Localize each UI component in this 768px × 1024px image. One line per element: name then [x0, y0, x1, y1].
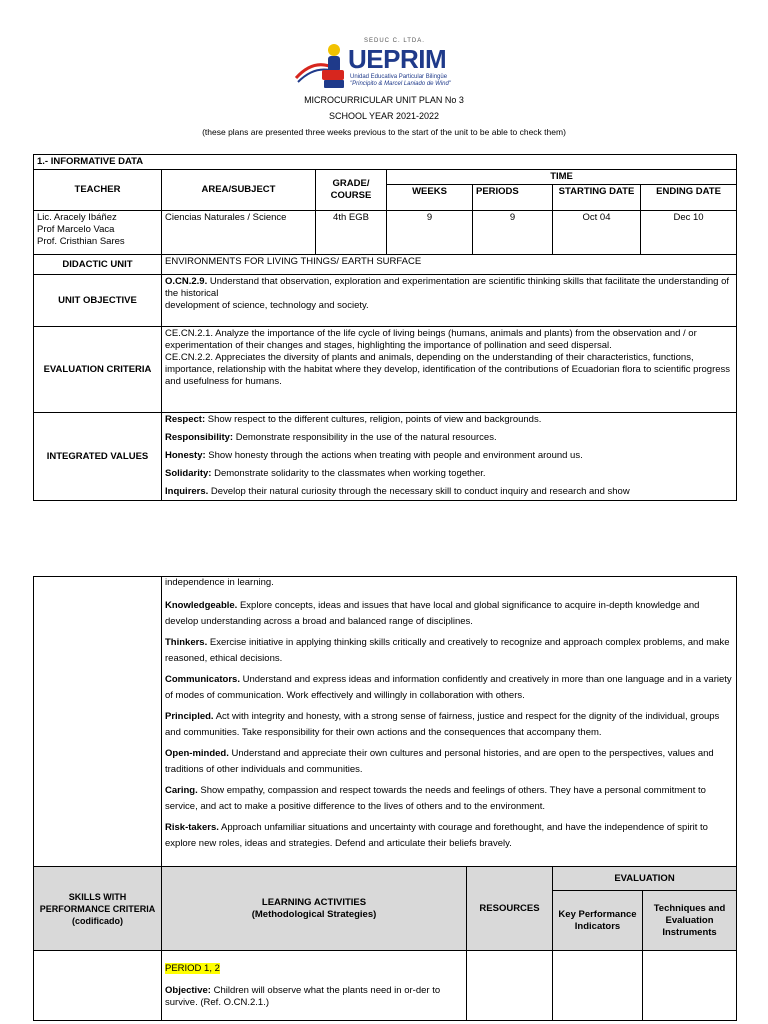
didactic-unit-value: ENVIRONMENTS FOR LIVING THINGS/ EARTH SURFACE [162, 255, 737, 275]
profile-item: Risk-takers. Approach unfamiliar situations and uncertainty with courage and forethought, and have the independence of spirit to explore new roles, ideas and strategies. Defend and articulate their beliefs bravely. [165, 822, 708, 849]
logo-text: UEPRIM [348, 44, 447, 74]
techniques-cell [643, 951, 737, 1021]
evaluation-criteria-label: EVALUATION CRITERIA [34, 327, 162, 413]
value-item: Responsibility: Demonstrate responsibility in the use of the natural resources. [165, 432, 497, 443]
criteria-item: CE.CN.2.1. Analyze the importance of the life cycle of living beings (humans, animals and plants) from the observation and / or experimentation of their changes and stages, highlighting the importance of pollination and seed dispersal. [165, 328, 697, 351]
resources-cell [467, 951, 553, 1021]
unit-objective-value [162, 275, 737, 327]
start-date-value: Oct 04 [553, 211, 641, 255]
grade-value: 4th EGB [316, 211, 387, 255]
grade-header: GRADE/ COURSE [316, 170, 387, 211]
resources-header: RESOURCES [467, 867, 553, 951]
learner-profile-list [162, 577, 737, 867]
weeks-header: WEEKS [387, 185, 473, 211]
periods-value: 9 [473, 211, 553, 255]
indicators-cell [553, 951, 643, 1021]
teacher-name: Lic. Aracely Ibáñez [37, 212, 117, 223]
periods-header: PERIODS [473, 185, 553, 211]
area-value: Ciencias Naturales / Science [162, 211, 316, 255]
informative-data-table [33, 154, 737, 501]
value-item: Solidarity: Demonstrate solidarity to the classmates when working together. [165, 468, 486, 479]
continuation-text: independence in learning. [165, 577, 274, 588]
teachers-cell [34, 211, 162, 255]
profile-empty-cell [34, 577, 162, 867]
activities-subtitle: (Methodological Strategies) [251, 908, 377, 920]
document-title: MICROCURRICULAR UNIT PLAN No 3 [304, 95, 464, 105]
value-item: Honesty: Show honesty through the actions when treating with people and environment around us. [165, 450, 583, 461]
teacher-name: Prof Marcelo Vaca [37, 224, 115, 235]
profile-item: Communicators. Understand and express ideas and information confidently and creatively in more than one language and in a variety of modes of communication. Work effectively and willingly in collaboration with others. [165, 674, 732, 701]
value-item: Respect: Show respect to the different cultures, religion, points of view and backgrounds. [165, 414, 542, 425]
start-date-header: STARTING DATE [553, 185, 641, 211]
skills-cell [34, 951, 162, 1021]
integrated-values-list [162, 413, 737, 501]
logo-subtitle-2: "Principito & Marcel Laniado de Wind" [350, 81, 451, 87]
techniques-header: Techniques and Evaluation Instruments [643, 891, 737, 951]
profile-item: Caring. Show empathy, compassion and respect towards the needs and feelings of others. They have a personal commitment to service, and act to make a positive difference to the lives of others and to the environment. [165, 785, 706, 812]
integrated-values-label: INTEGRATED VALUES [34, 413, 162, 501]
activities-cell [162, 951, 467, 1021]
time-header: TIME [387, 170, 737, 185]
unit-objective-label: UNIT OBJECTIVE [34, 275, 162, 327]
end-date-header: ENDING DATE [641, 185, 737, 211]
objective-text: Understand that observation, exploration and experimentation are scientific thinking skills that facilitate the understanding of the historical [165, 276, 729, 299]
activity-objective: Objective: Children will observe what the plants need in or-der to survive. (Ref. O.CN.2.1.) [165, 985, 441, 1008]
evaluation-criteria-value [162, 327, 737, 413]
evaluation-header: EVALUATION [553, 867, 737, 891]
objective-code: O.CN.2.9. [165, 276, 208, 287]
profile-item: Knowledgeable. Explore concepts, ideas and issues that have local and global significance to acquire in-depth knowledge and develop understanding across a broad and balanced range of disciplines. [165, 600, 700, 627]
activities-header [162, 867, 467, 951]
school-year: SCHOOL YEAR 2021-2022 [328, 111, 440, 121]
criteria-item: CE.CN.2.2. Appreciates the diversity of plants and animals, depending on the understanding of their characteristics, functions, importance, relationship with the habitat where they develop, identification of the contributions of Ecuadorian flora to scientific progress and usefulness for humans. [165, 352, 731, 387]
objective-text-2: development of science, technology and society. [165, 300, 369, 311]
profile-item: Principled. Act with integrity and honesty, with a strong sense of fairness, justice and respect for the dignity of the individual, groups and communities. Take responsibility for their own actions and the consequences that accompany them. [165, 711, 720, 738]
teacher-name: Prof. Cristhian Sares [37, 236, 125, 247]
period-label: PERIOD 1, 2 [165, 963, 220, 974]
submission-note: (these plans are presented three weeks previous to the start of the unit to be able to check them) [202, 127, 566, 137]
learner-profile-table [33, 576, 737, 1021]
area-header: AREA/SUBJECT [162, 170, 316, 211]
didactic-unit-label: DIDACTIC UNIT [34, 255, 162, 275]
teacher-header: TEACHER [34, 170, 162, 211]
value-item: Inquirers. Develop their natural curiosity through the necessary skill to conduct inquiry and research and show [165, 486, 630, 497]
logo-subtitle-1: Unidad Educativa Particular Bilingüe [350, 74, 448, 80]
school-logo [294, 38, 474, 94]
skills-header: SKILLS WITH PERFORMANCE CRITERIA (codificado) [34, 867, 162, 951]
end-date-value: Dec 10 [641, 211, 737, 255]
indicators-header: Key Performance Indicators [553, 891, 643, 951]
logo-badge: SEDUC C. LTDA. [364, 38, 425, 44]
profile-item: Thinkers. Exercise initiative in applying thinking skills critically and creatively to recognize and approach complex problems, and make reasoned, ethical decisions. [165, 637, 730, 664]
profile-item: Open-minded. Understand and appreciate their own cultures and personal histories, and are open to the perspectives, values and traditions of other individuals and communities. [165, 748, 714, 775]
section-title: 1.- INFORMATIVE DATA [34, 155, 737, 170]
weeks-value: 9 [387, 211, 473, 255]
activities-title: LEARNING ACTIVITIES [261, 896, 367, 908]
